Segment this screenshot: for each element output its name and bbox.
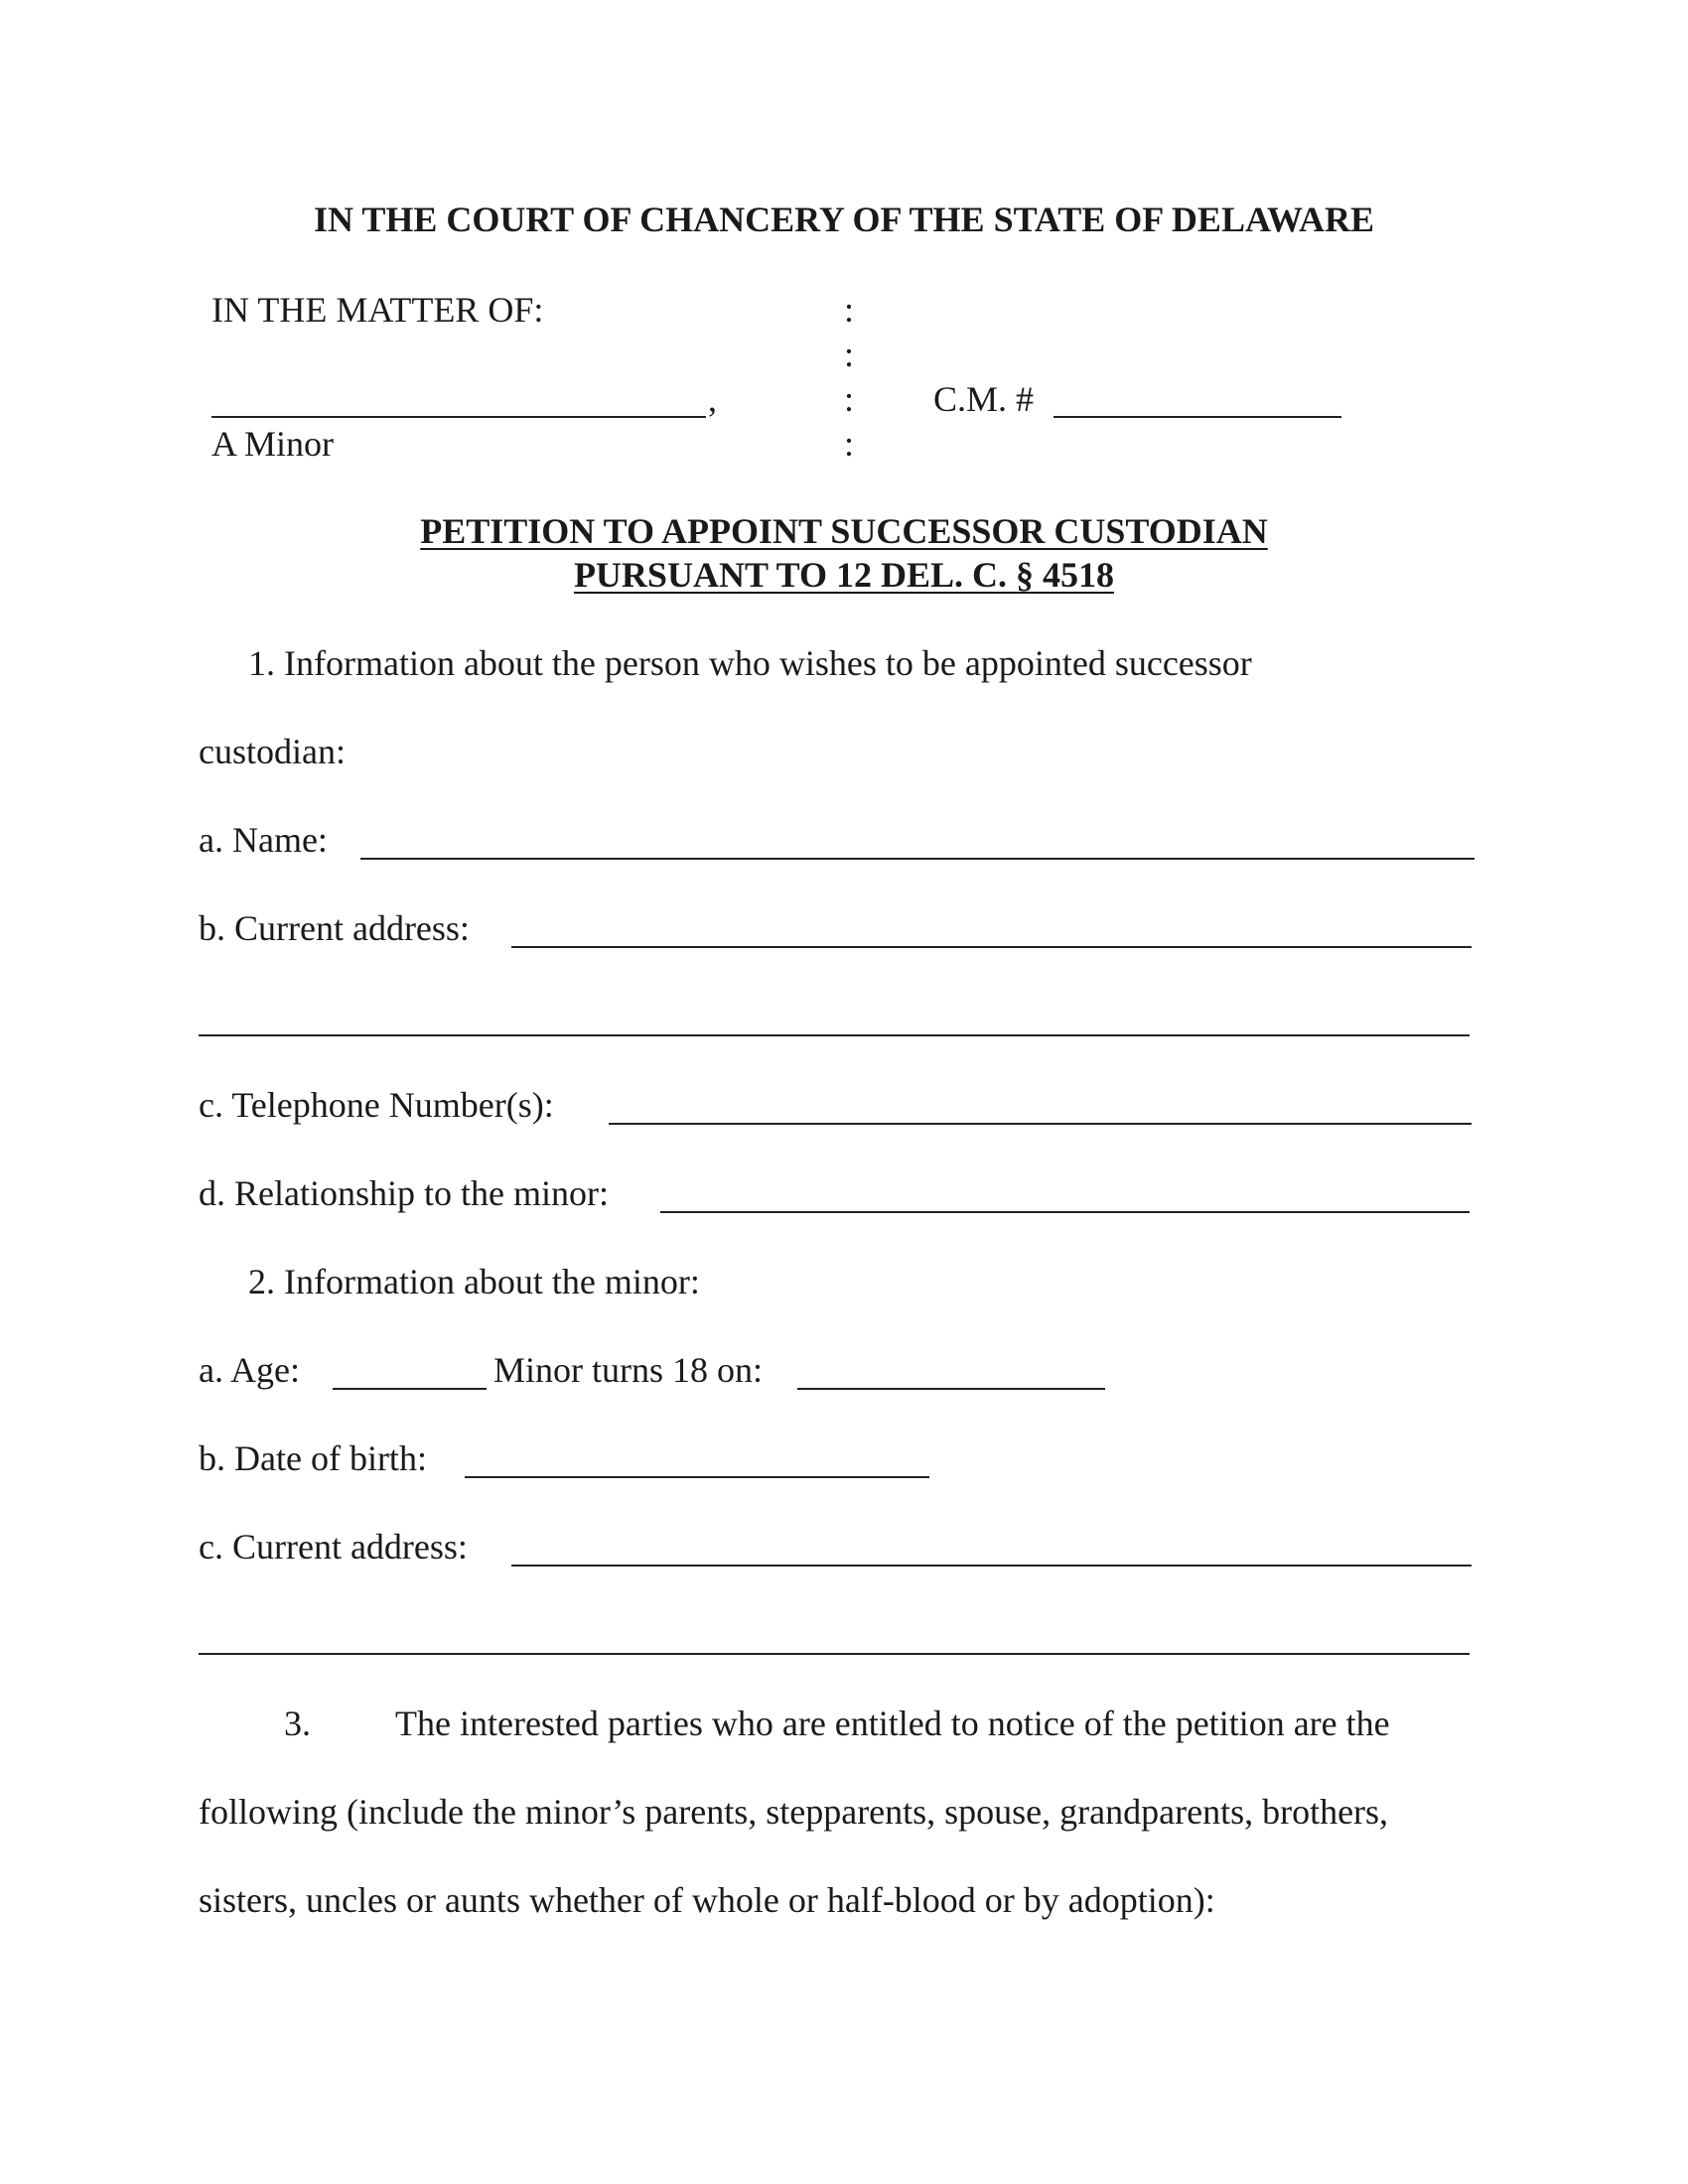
minor-name-field[interactable] (211, 416, 706, 418)
successor-address-label: b. Current address: (199, 908, 470, 948)
cm-number-field[interactable] (1054, 416, 1341, 418)
petition-title-line1: PETITION TO APPOINT SUCCESSOR CUSTODIAN (420, 511, 1268, 551)
caption-colon: : (844, 424, 855, 464)
minor-dob-field[interactable] (465, 1476, 929, 1478)
court-title: IN THE COURT OF CHANCERY OF THE STATE OF DELAWARE (314, 200, 1374, 239)
relationship-field[interactable] (660, 1211, 1470, 1213)
turns18-field[interactable] (797, 1388, 1105, 1390)
petition-title-line2: PURSUANT TO 12 DEL. C. § 4518 (573, 555, 1115, 595)
section1-intro-line2: custodian: (199, 732, 346, 771)
petition-title-wrap-2 (0, 553, 1688, 597)
turns18-label: Minor turns 18 on: (493, 1350, 764, 1390)
section1-intro-line1: 1. Information about the person who wishes to be appointed successor (248, 643, 1252, 683)
minor-address-label: c. Current address: (199, 1527, 468, 1567)
petition-title-wrap (0, 509, 1688, 553)
relationship-label: d. Relationship to the minor: (199, 1173, 609, 1213)
matter-label: IN THE MATTER OF: (211, 290, 544, 330)
caption-comma: , (708, 379, 717, 419)
minor-age-label: a. Age: (199, 1350, 300, 1390)
successor-phone-label: c. Telephone Number(s): (199, 1085, 554, 1125)
successor-phone-field[interactable] (609, 1123, 1472, 1125)
cm-label: C.M. # (933, 379, 1035, 419)
caption-colon: : (844, 379, 855, 419)
minor-label: A Minor (211, 424, 335, 464)
section3-number: 3. (284, 1704, 311, 1743)
section3-line2: following (include the minor’s parents, stepparents, spouse, grandparents, brothers, (199, 1792, 1389, 1832)
minor-address-field-line2[interactable] (199, 1653, 1470, 1655)
section3-line1: The interested parties who are entitled to notice of the petition are the (395, 1704, 1390, 1743)
successor-name-field[interactable] (360, 858, 1475, 860)
section3-line3: sisters, uncles or aunts whether of whole or half-blood or by adoption): (199, 1880, 1215, 1920)
successor-address-field[interactable] (511, 946, 1472, 948)
successor-address-field-line2[interactable] (199, 1034, 1470, 1036)
caption-colon: : (844, 290, 855, 330)
minor-age-field[interactable] (333, 1388, 487, 1390)
minor-address-field[interactable] (511, 1565, 1472, 1567)
caption-colon: : (844, 335, 855, 374)
minor-dob-label: b. Date of birth: (199, 1438, 427, 1478)
section2-intro: 2. Information about the minor: (248, 1262, 700, 1301)
successor-name-label: a. Name: (199, 820, 328, 860)
